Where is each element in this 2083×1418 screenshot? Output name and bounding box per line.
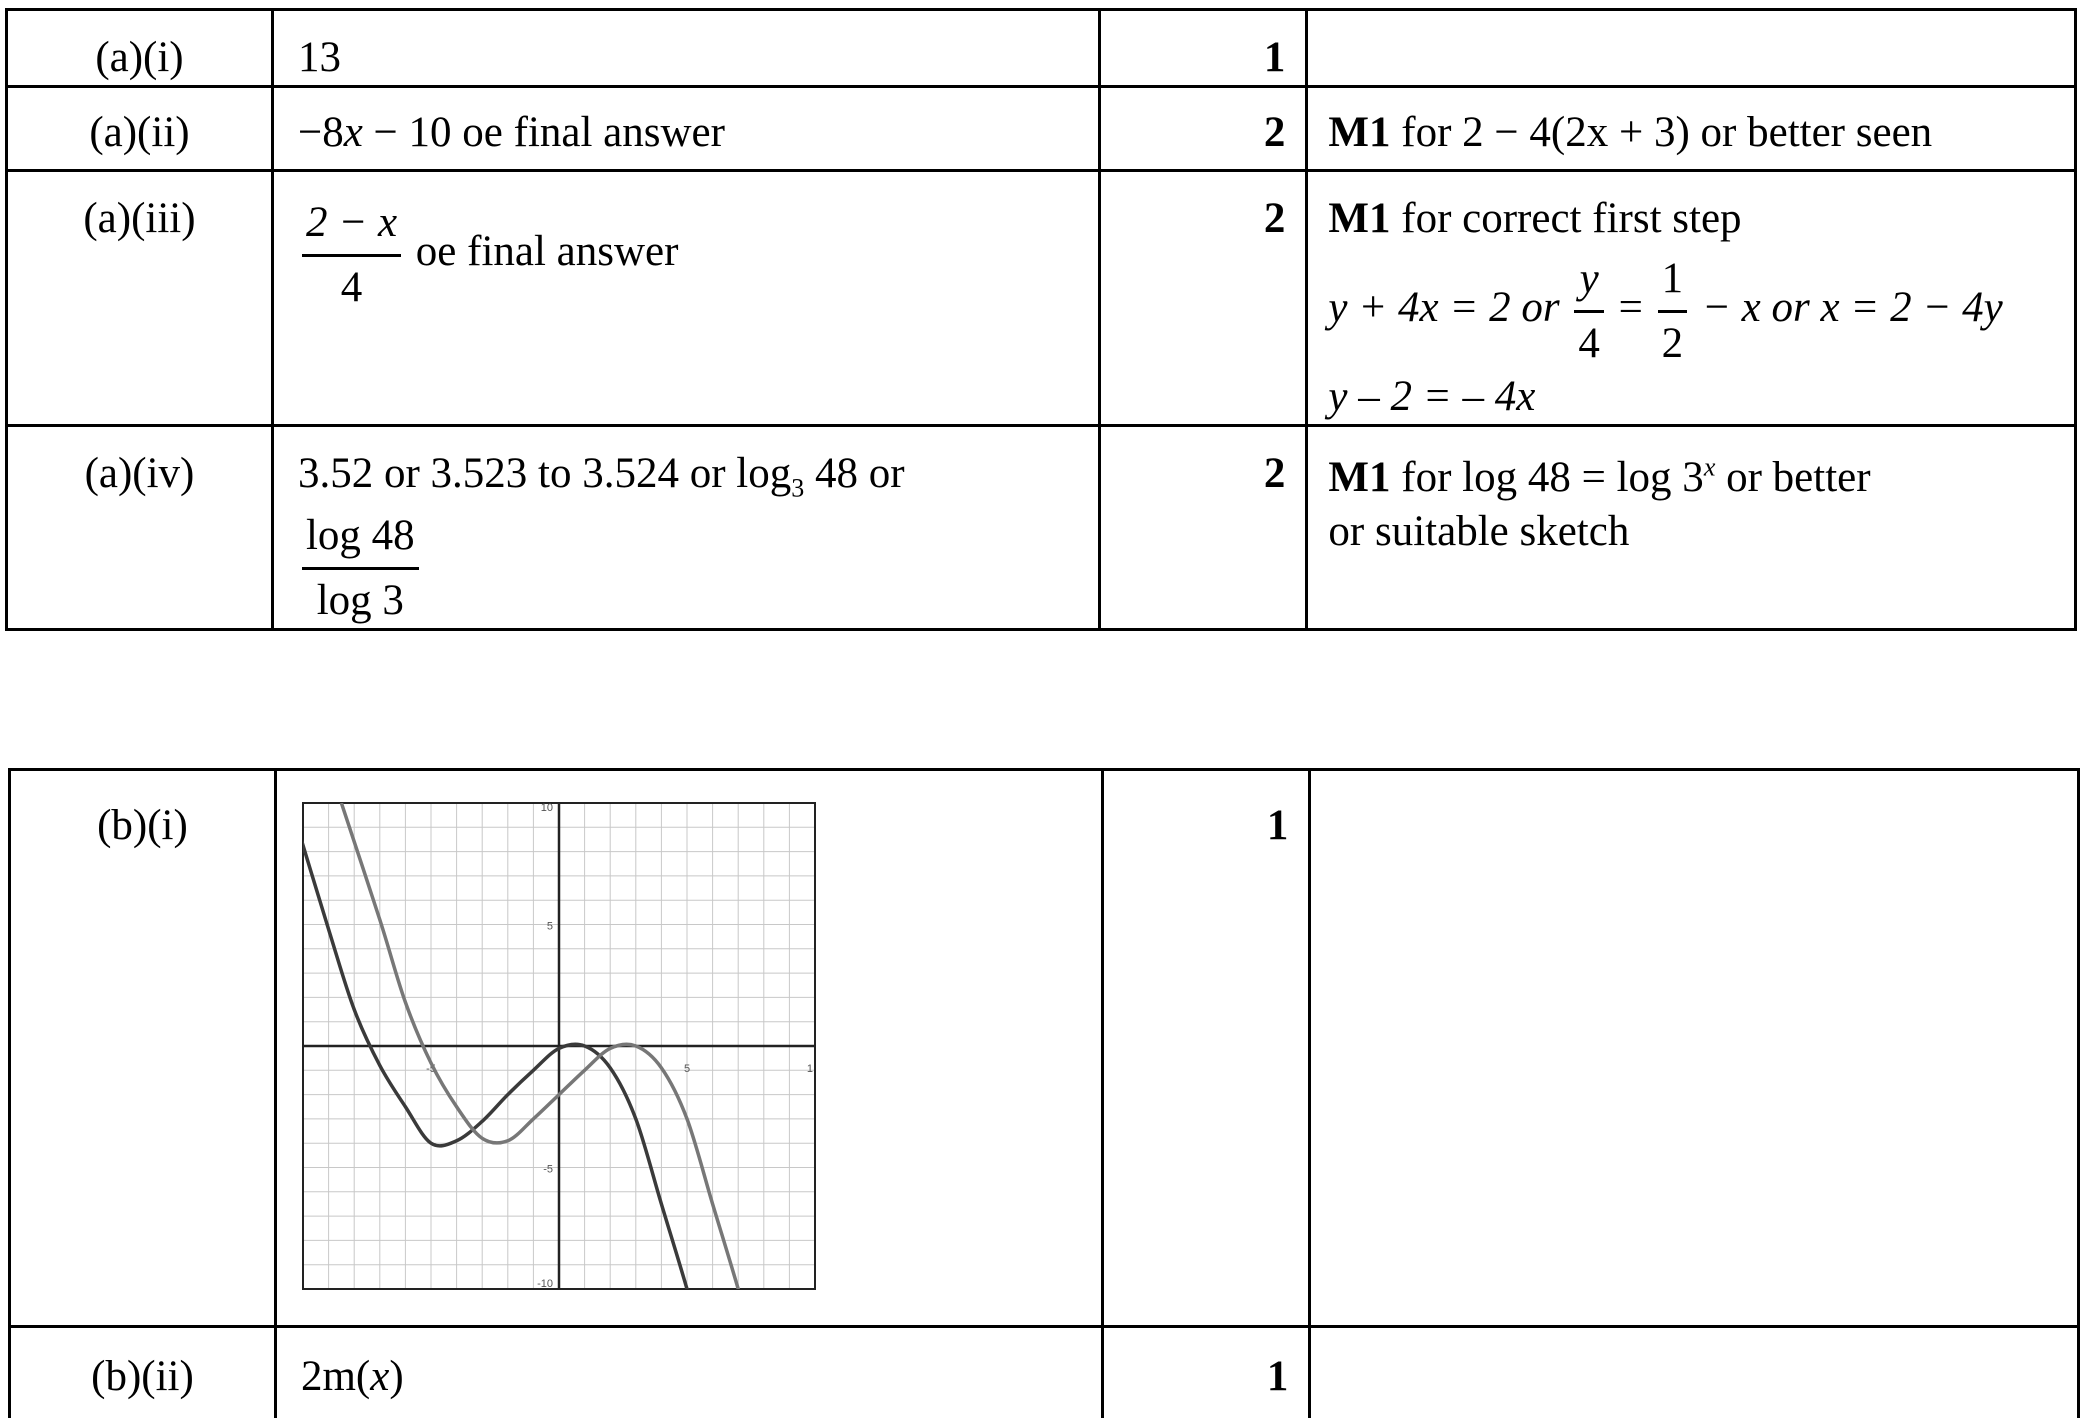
guidance-line-3: y – 2 = – 4x [1328, 373, 1536, 421]
table-row [7, 87, 2076, 171]
guidance-mark-code: M1 [1328, 195, 1391, 242]
fraction-numerator: 1 [1658, 252, 1688, 313]
answer-cell [272, 87, 1099, 171]
guidance-line-2: or suitable sketch [1328, 507, 1630, 555]
fraction-denominator: log 3 [316, 576, 404, 624]
cubic-graph [301, 801, 817, 1291]
guidance-cell [1307, 171, 2076, 426]
part-label: (a)(ii) [7, 87, 273, 171]
mark-cell: 2 [1100, 171, 1307, 426]
guidance-text: for correct first step [1390, 195, 1742, 242]
guidance-mark-code: M1 [1328, 109, 1391, 156]
tick-label-y-pos5: 5 [546, 920, 553, 933]
guidance-mark-code: M1 [1328, 454, 1391, 501]
guidance-text: for 2 − 4(2x + 3) or better seen [1390, 109, 1933, 156]
answer-fraction [302, 509, 419, 628]
exponent: x [1703, 452, 1716, 482]
table-row [7, 171, 2076, 426]
part-label: (a)(i) [7, 10, 273, 87]
tick-label-y-pos10: 10 [540, 802, 553, 814]
tick-label-y-neg5: -5 [543, 1163, 553, 1176]
fraction-numerator: log 48 [302, 509, 419, 570]
eq-part-b: − x or x = 2 − 4y [1691, 283, 2003, 331]
guidance-line-1 [1328, 192, 2074, 246]
guidance-cell [1307, 426, 2076, 630]
answer-text: 3.52 or 3.523 to 3.524 or log [297, 450, 792, 497]
eq-fraction-1 [1574, 252, 1604, 371]
answer-line-1 [298, 447, 1098, 505]
guidance-cell [1307, 87, 2076, 171]
tick-label-y-neg10: -10 [537, 1278, 553, 1290]
eq-equals: = [1607, 283, 1654, 331]
mark-cell: 1 [1103, 1326, 1310, 1418]
fraction-denominator: 4 [340, 263, 363, 311]
guidance-text-2: or better [1715, 454, 1871, 501]
markscheme-table-a [5, 8, 2077, 631]
mark-cell: 2 [1100, 426, 1307, 630]
guidance-line-2 [1328, 252, 2074, 371]
mark-cell: 2 [1100, 87, 1307, 171]
answer-cell [275, 770, 1102, 1327]
answer-cell: 13 [272, 10, 1099, 87]
tick-label-x-pos5: 5 [683, 1063, 690, 1075]
answer-post: − 10 oe final answer [362, 109, 725, 156]
tick-label-x-pos10: 1 [806, 1063, 813, 1075]
guidance-cell [1307, 10, 2076, 87]
part-label: (b)(ii) [10, 1326, 276, 1418]
log-base: 3 [791, 473, 805, 503]
answer-fraction [302, 196, 401, 315]
guidance-cell [1310, 770, 2079, 1327]
part-label: (b)(i) [10, 770, 276, 1327]
table-row [7, 10, 2076, 87]
guidance-text: for log 48 = log 3 [1390, 454, 1704, 501]
eq-fraction-2 [1658, 252, 1688, 371]
answer-cell [272, 171, 1099, 426]
answer-var: x [343, 109, 363, 156]
guidance-line-1 [1328, 451, 2074, 505]
answer-cell [272, 426, 1099, 630]
mark-cell: 1 [1103, 770, 1310, 1327]
part-label: (a)(iv) [7, 426, 273, 630]
tick-label-x-neg5: -5 [426, 1063, 436, 1075]
eq-part-a: y + 4x = 2 or [1328, 283, 1571, 331]
part-label: (a)(iii) [7, 171, 273, 426]
answer-text-b: 48 or [804, 450, 905, 497]
fraction-numerator: 2 − x [302, 196, 401, 257]
fraction-numerator: y [1574, 252, 1604, 313]
answer-cell [275, 1326, 1102, 1418]
guidance-cell [1310, 1326, 2079, 1418]
answer-text: 2m(x) [300, 1352, 404, 1400]
table-row [10, 1326, 2079, 1418]
mark-cell: 1 [1100, 10, 1307, 87]
table-row [7, 426, 2076, 630]
fraction-denominator: 2 [1661, 319, 1684, 367]
answer-pre: −8 [297, 109, 344, 156]
table-row [10, 770, 2079, 1327]
answer-post: oe final answer [405, 228, 679, 276]
markscheme-table-b [8, 768, 2080, 1418]
fraction-denominator: 4 [1578, 319, 1600, 367]
